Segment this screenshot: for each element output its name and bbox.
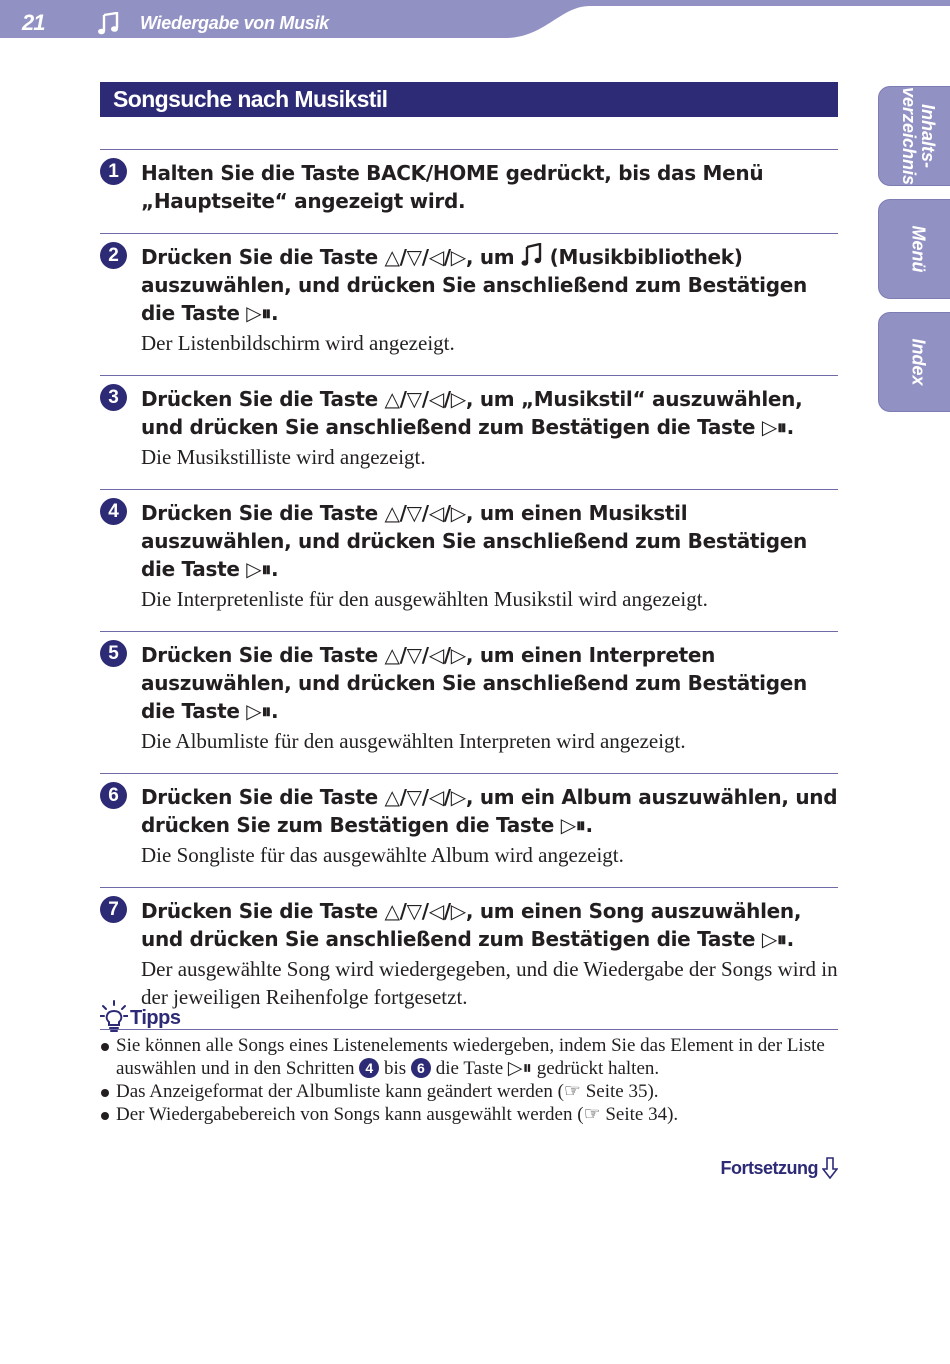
step-instruction: Drücken Sie die Taste △/▽/◁/▷, um einen Interpreten auszuwählen, und drücken Sie anschließend zum Bestätigen die Taste ▷⏸.: [141, 643, 807, 723]
tip-text: Das Anzeigeformat der Albumliste kann geändert werden (☞ Seite 35).: [116, 1081, 659, 1102]
tab-toc-label: [899, 87, 937, 185]
tip-item: [100, 1034, 840, 1080]
steps-list: [100, 149, 838, 1030]
page-header: [0, 0, 950, 40]
step-instruction-part1: Drücken Sie die Taste △/▽/◁/▷, um: [141, 245, 521, 269]
header-title: Wiedergabe von Musik: [140, 13, 329, 33]
tab-index[interactable]: [878, 312, 950, 412]
step-number: 1: [100, 158, 127, 185]
step: [100, 631, 838, 773]
step-ref-badge: 6: [411, 1058, 431, 1078]
step-instruction: Drücken Sie die Taste △/▽/◁/▷, um „Musikstil“ auszuwählen, und drücken Sie anschließend zum Bestätigen die Taste ▷⏸.: [141, 387, 803, 439]
step-ref-badge: 4: [359, 1058, 379, 1078]
section-title-bar: [100, 82, 838, 117]
tip-text: bis: [379, 1058, 411, 1079]
step-number: 4: [100, 498, 127, 525]
step-number: 6: [100, 782, 127, 809]
tip-text: Der Wiedergabebereich von Songs kann ausgewählt werden (☞ Seite 34).: [116, 1104, 679, 1125]
tab-menu-label: Menü: [908, 225, 929, 273]
tab-table-of-contents[interactable]: [878, 86, 950, 186]
continuation-link[interactable]: [721, 1157, 839, 1179]
tip-item[interactable]: [100, 1103, 840, 1126]
step: [100, 489, 838, 631]
continuation-label: Fortsetzung: [720, 1157, 818, 1178]
step-number: 3: [100, 384, 127, 411]
step-number: 5: [100, 640, 127, 667]
step-number: 7: [100, 896, 127, 923]
section-title: Songsuche nach Musikstil: [113, 86, 388, 112]
step-result: Die Albumliste für den ausgewählten Interpreten wird angezeigt.: [141, 729, 686, 753]
arrow-down-icon: [822, 1157, 838, 1179]
tab-toc-line1: Inhalts-: [918, 103, 938, 168]
tip-item[interactable]: [100, 1080, 840, 1103]
step-instruction: [141, 243, 838, 327]
step-result: Die Interpretenliste für den ausgewählten Musikstil wird angezeigt.: [141, 587, 708, 611]
step-instruction: Drücken Sie die Taste △/▽/◁/▷, um einen Song auszuwählen, und drücken Sie anschließend zum Bestätigen die Taste ▷⏸.: [141, 899, 802, 951]
step-instruction: Halten Sie die Taste BACK/HOME gedrückt, bis das Menü „Hauptseite“ angezeigt wird.: [141, 161, 764, 213]
tab-menu[interactable]: [878, 199, 950, 299]
step: [100, 773, 838, 887]
step-result: Die Musikstilliste wird angezeigt.: [141, 445, 426, 469]
tab-toc-line2: verzeichnis: [899, 86, 919, 186]
tips-label: Tipps: [130, 1007, 181, 1029]
page-number: 21: [22, 10, 45, 35]
step-instruction: Drücken Sie die Taste △/▽/◁/▷, um einen Musikstil auszuwählen, und drücken Sie anschließend zum Bestätigen die Taste ▷⏸.: [141, 501, 807, 581]
lightbulb-icon: [100, 1000, 128, 1032]
step: [100, 233, 838, 375]
tip-text: die Taste ▷⏸ gedrückt halten.: [430, 1058, 660, 1079]
tab-index-label: Index: [908, 338, 929, 386]
step-instruction-part2: (Musikbibliothek) auszuwählen, und drücken Sie anschließend zum Bestätigen die Taste ▷⏸.: [141, 245, 807, 325]
music-library-icon: [521, 243, 543, 267]
step-instruction: Drücken Sie die Taste △/▽/◁/▷, um ein Album auszuwählen, und drücken Sie zum Bestätigen die Taste ▷⏸.: [141, 785, 838, 837]
tips-list: [100, 1034, 840, 1126]
step: [100, 887, 838, 1030]
step-result: Der Listenbildschirm wird angezeigt.: [141, 331, 455, 355]
step-result: Die Songliste für das ausgewählte Album wird angezeigt.: [141, 843, 624, 867]
step: [100, 375, 838, 489]
step: [100, 149, 838, 233]
music-note-icon: [97, 12, 121, 36]
tip-text: Sie können alle Songs eines Listenelements wiedergeben, indem Sie das Element in der Liste auswählen und in den Schritten: [116, 1035, 825, 1079]
step-result: Der ausgewählte Song wird wiedergegeben, und die Wiedergabe der Songs wird in der jeweiligen Reihenfolge fortgesetzt.: [141, 957, 838, 1009]
step-number: 2: [100, 242, 127, 269]
